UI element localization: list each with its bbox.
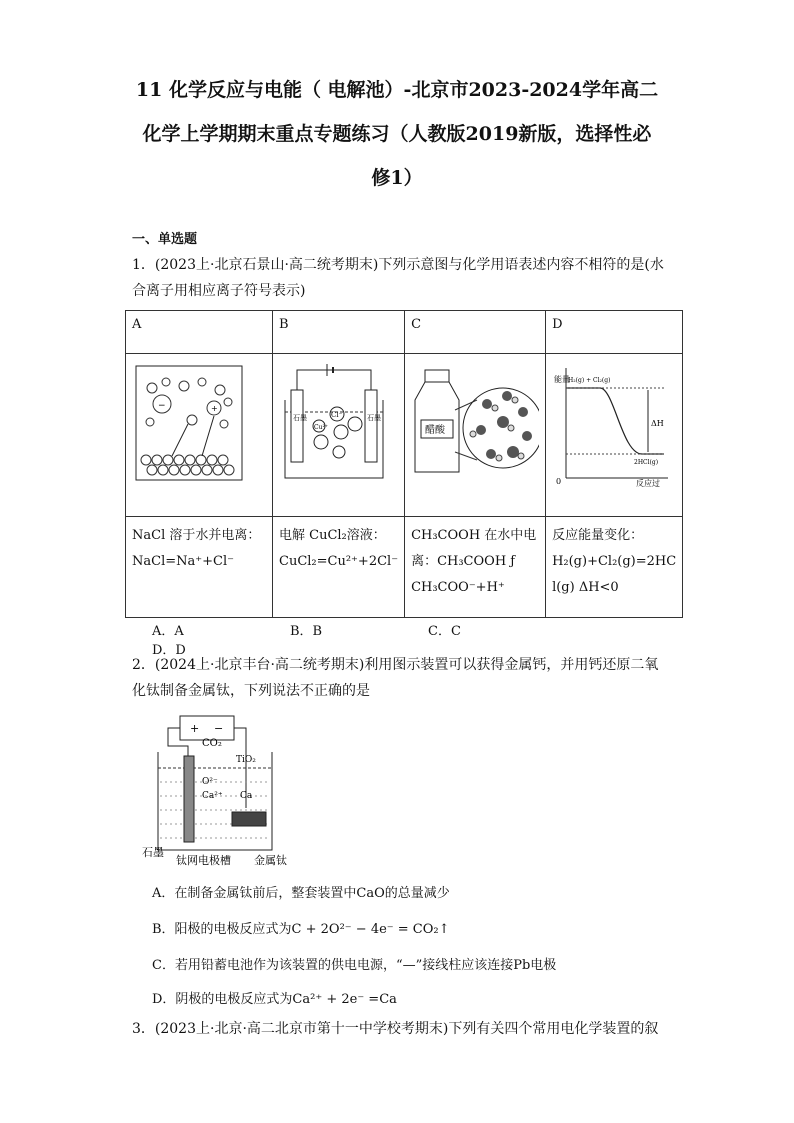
fig2-plus: + bbox=[190, 722, 200, 735]
figure-b-cell bbox=[273, 354, 405, 517]
q2-stem-line-1: 2．(2024上·北京丰台·高二统考期末)利用图示装置可以获得金属钙，并用钙还原二氧 bbox=[132, 657, 659, 673]
title-line-2: 化学上学期期末重点专题练习（人教版2019新版，选择性必 bbox=[142, 123, 652, 145]
header-a: A bbox=[126, 311, 273, 354]
fig2-tio2: TiO₂ bbox=[236, 755, 256, 765]
q1-stem-line-1: 1．(2023上·北京石景山·高二统考期末)下列示意图与化学用语表述内容不相符的是(水 bbox=[132, 257, 664, 273]
fig-d-x-label: 反应过 bbox=[636, 479, 661, 488]
question-3-stem bbox=[132, 1016, 672, 1042]
fig-b-right-label: 石墨 bbox=[367, 414, 381, 422]
cell-a-line-1: NaCl 溶于水并电离： bbox=[132, 528, 261, 543]
cell-d-line-3: l(g) ΔH<0 bbox=[552, 580, 619, 595]
q3-stem-line-1: 3．(2023上·北京·高二北京市第十一中学校考期末)下列有关四个常用电化学装置的叙 bbox=[132, 1021, 659, 1037]
fig2-calcium-ion: Ca²⁺ bbox=[202, 791, 223, 801]
q2-option-d[interactable]: D．阴极的电极反应式为Ca²⁺ + 2e⁻ =Ca bbox=[152, 992, 397, 1007]
title-line-1: 11 化学反应与电能（ 电解池）-北京市2023-2024学年高二 bbox=[135, 79, 659, 101]
section-heading: 一、单选题 bbox=[132, 232, 198, 247]
nacl-dissolution-figure bbox=[132, 360, 266, 488]
q1-stem-line-2: 合离子用相应离子符号表示) bbox=[132, 283, 306, 299]
q1-choice-a[interactable]: A．A bbox=[152, 624, 184, 639]
fig2-graphite-label: 石墨 bbox=[142, 846, 164, 859]
header-c: C bbox=[405, 311, 546, 354]
title-line-3: 修1） bbox=[371, 167, 423, 189]
fig-b-left-label: 石墨 bbox=[293, 414, 307, 422]
q1-choice-c[interactable]: C．C bbox=[428, 624, 461, 639]
q2-option-b[interactable]: B．阳极的电极反应式为C + 2O²⁻ − 4e⁻ = CO₂↑ bbox=[152, 922, 450, 937]
question-1-stem bbox=[132, 252, 672, 304]
q1-options-table bbox=[125, 310, 683, 618]
cell-d-line-1: 反应能量变化： bbox=[552, 528, 644, 543]
calcium-electrolysis-figure bbox=[140, 712, 320, 868]
fig-b-ion-label: Cl⁻ bbox=[331, 411, 343, 419]
question-2-stem bbox=[132, 652, 672, 704]
document-title bbox=[60, 68, 734, 200]
text-c-cell bbox=[405, 517, 546, 618]
cell-c-line-1: CH₃COOH 在水中电 bbox=[411, 528, 537, 543]
cell-b-line-2: CuCl₂=Cu²⁺+2Cl⁻ bbox=[279, 554, 399, 569]
fig2-oxide-ion: O²⁻ bbox=[202, 777, 218, 787]
q1-choice-b[interactable]: B．B bbox=[290, 624, 323, 639]
svg-text:+: + bbox=[211, 404, 218, 413]
cell-a-line-2: NaCl=Na⁺+Cl⁻ bbox=[132, 554, 234, 569]
fig2-titanium-label: 金属钛 bbox=[254, 854, 287, 867]
fig-d-products: 2HCl(g) bbox=[634, 459, 659, 466]
fig2-calcium: Ca bbox=[240, 791, 253, 801]
figure-c-cell bbox=[405, 354, 546, 517]
fig-b-ion-label-2: Cu²⁺ bbox=[314, 424, 329, 431]
energy-diagram-figure bbox=[552, 360, 670, 488]
text-a-cell bbox=[126, 517, 273, 618]
cucl2-electrolysis-figure bbox=[279, 360, 389, 488]
fig-d-origin: 0 bbox=[556, 477, 562, 486]
fig-c-bottle-label: 醋酸 bbox=[425, 425, 446, 436]
svg-text:−: − bbox=[158, 401, 166, 411]
cell-c-line-3: CH₃COO⁻+H⁺ bbox=[411, 580, 505, 595]
figure-d-cell bbox=[546, 354, 683, 517]
cell-c-line-2: 离：CH₃COOH ƒ bbox=[411, 554, 516, 569]
figure-a-cell bbox=[126, 354, 273, 517]
fig2-co2: CO₂ bbox=[202, 738, 222, 749]
cell-d-line-2: H₂(g)+Cl₂(g)=2HC bbox=[552, 554, 677, 569]
header-b: B bbox=[273, 311, 405, 354]
q2-option-a[interactable]: A．在制备金属钛前后，整套装置中CaO的总量减少 bbox=[152, 886, 450, 901]
text-b-cell bbox=[273, 517, 405, 618]
fig2-ti-mesh-label: 钛网电极槽 bbox=[176, 854, 231, 867]
q2-stem-line-2: 化钛制备金属钛，下列说法不正确的是 bbox=[132, 683, 370, 699]
fig-d-y-label: 能量 bbox=[554, 375, 571, 384]
text-d-cell bbox=[546, 517, 683, 618]
header-d: D bbox=[546, 311, 683, 354]
fig2-minus: − bbox=[214, 722, 224, 735]
q2-option-c[interactable]: C．若用铅蓄电池作为该装置的供电电源，“—”接线柱应该连接Pb电极 bbox=[152, 958, 557, 973]
cell-b-line-1: 电解 CuCl₂溶液： bbox=[279, 528, 386, 543]
fig-d-reactants: H₂(g) + Cl₂(g) bbox=[568, 377, 611, 384]
acetic-acid-figure bbox=[411, 360, 539, 488]
q1-choice-d[interactable]: D．D bbox=[152, 643, 186, 658]
fig-d-delta-h: ΔH bbox=[651, 419, 664, 428]
